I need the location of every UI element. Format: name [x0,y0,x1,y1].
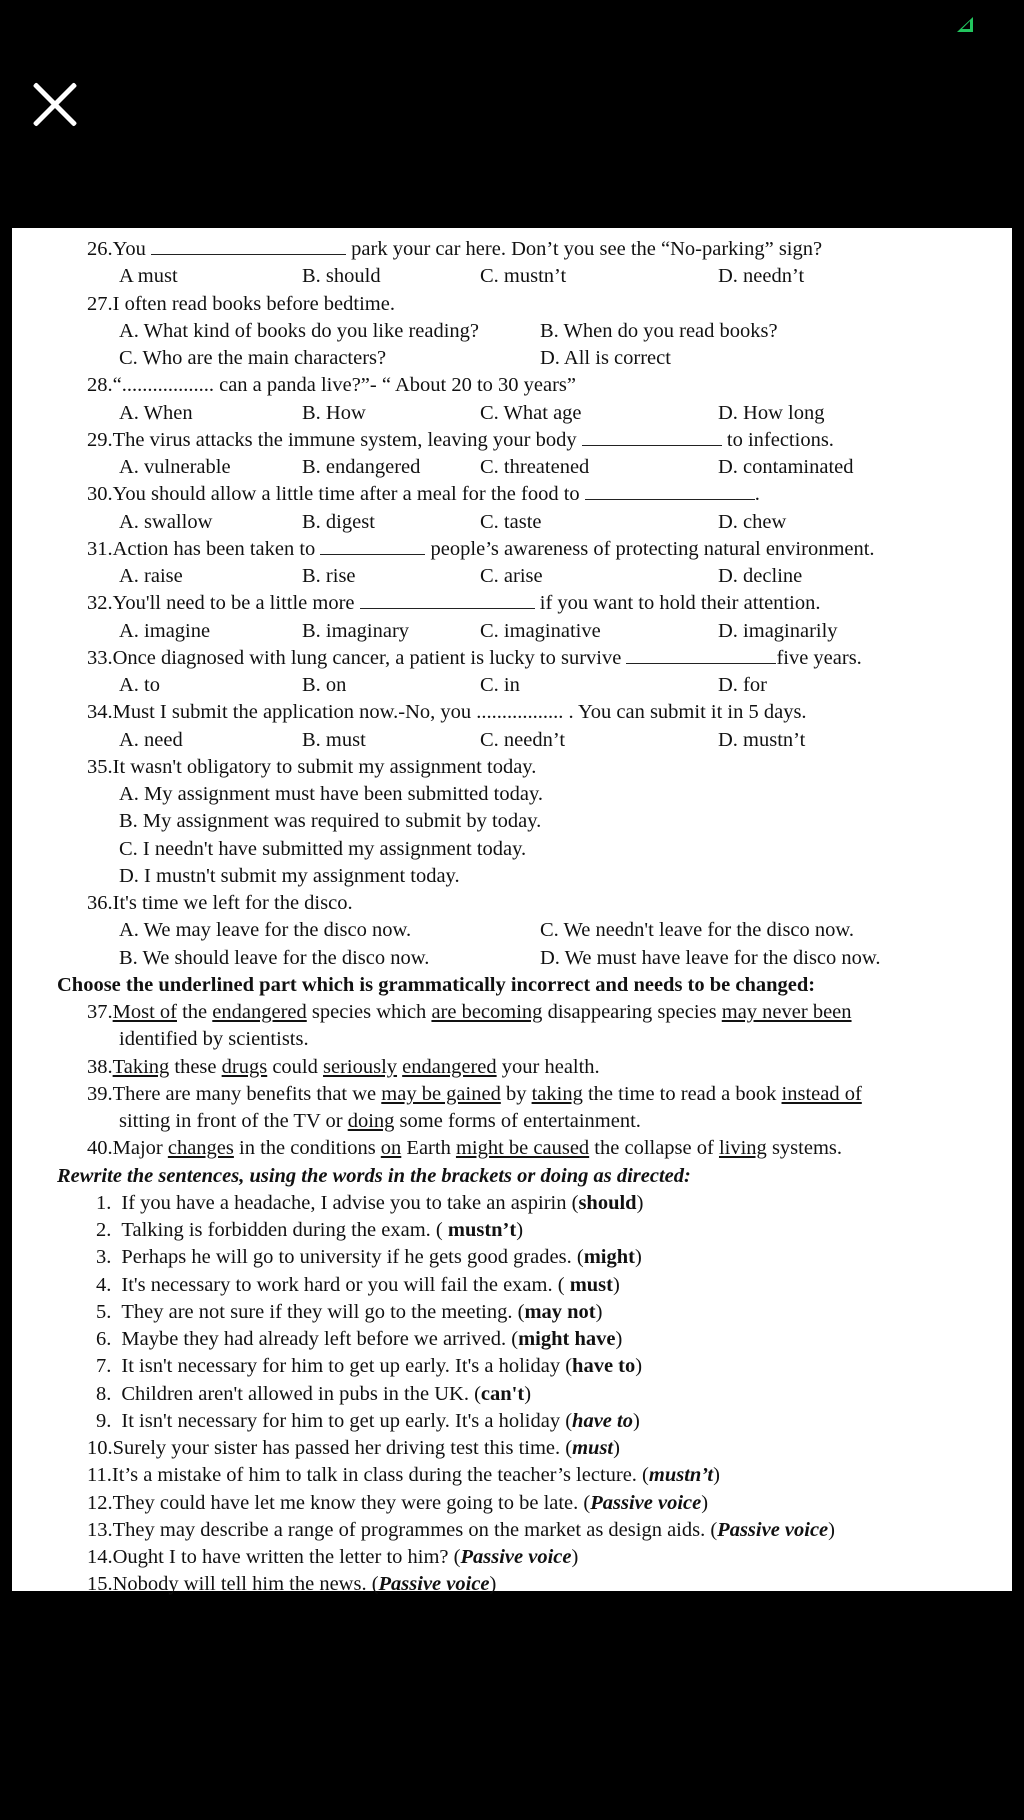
option-text: C. What age [480,401,582,424]
option [302,672,346,698]
sentence-text: ) [612,1273,620,1296]
option-text: C. We needn't leave for the disco now. [540,919,855,942]
option [540,318,778,344]
option-text: D. for [718,674,767,696]
question-number: 30. [87,483,113,506]
hint-keyword: have to [572,1409,633,1432]
option [718,563,802,589]
option-text: B. digest [302,510,375,533]
worksheet-page [12,228,1012,1596]
question-26-stem [87,236,822,262]
question-number: 28. [87,374,113,397]
option [302,618,409,644]
option-text: A. vulnerable [119,456,231,478]
option-text: C. in [480,674,520,696]
option [718,727,805,753]
question-text: by [500,1082,532,1105]
underlined-option: endangered [402,1055,497,1078]
item-number: 11. [87,1464,112,1487]
question-text: sitting in front of the TV or [119,1110,348,1132]
hint-keyword: mustn’t [447,1219,517,1241]
item-number: 12. [87,1491,113,1514]
rewrite-item-5 [96,1299,602,1325]
underlined-option: might be caused [455,1137,590,1160]
question-28-stem [87,372,576,398]
question-text: the collapse of [589,1137,719,1160]
sentence-text: ) [636,1191,644,1214]
underlined-option: instead of [781,1082,862,1105]
hint-keyword: might [583,1246,635,1269]
option [718,672,767,698]
option-text: A. raise [119,565,183,587]
option [119,808,541,834]
question-number: 37. [87,1001,113,1023]
rewrite-item-13 [87,1517,835,1543]
rewrite-item-6 [96,1326,622,1352]
question-text: The virus attacks the immune system, leaving your body [112,428,582,451]
option-text: B. should [302,265,381,288]
option-text: C. taste [480,510,542,533]
option [119,263,178,289]
question-text: Once diagnosed with lung cancer, a patient is lucky to survive [112,646,627,669]
underlined-option: Taking [112,1055,170,1078]
option-text: C. threatened [480,456,590,478]
sentence-text: ) [635,1355,643,1378]
rewrite-item-15 [87,1571,496,1597]
option [302,727,366,753]
sentence-text: Children aren't allowed in pubs in the UK. ( [121,1382,481,1405]
question-number: 34. [87,701,113,724]
underlined-option: taking [531,1082,583,1105]
underlined-option: endangered [212,1001,307,1023]
question-text: systems. [766,1137,842,1160]
hint-keyword: mustn’t [648,1464,714,1487]
item-number: 4. [96,1273,112,1296]
viewer-top-bar [0,0,1024,228]
error-item-39 [87,1081,862,1107]
option-text: C. mustn’t [480,265,567,288]
sentence-text: ) [828,1518,835,1541]
option [480,727,565,753]
option-text: D. We must have leave for the disco now. [540,946,881,969]
rewrite-item-11 [87,1462,720,1488]
hint-keyword: have to [572,1355,636,1378]
question-text: some forms of entertainment. [394,1110,641,1132]
option-text: A. My assignment must have been submitted today. [119,783,543,805]
answer-blank [626,645,776,664]
sentence-text: Ought I to have written the letter to him? ( [112,1546,461,1568]
item-number: 2. [96,1219,112,1241]
hint-keyword: Passive voice [460,1546,572,1568]
question-number: 36. [87,892,113,914]
question-text: park your car here. Don’t you see the “No-parking” sign? [346,238,823,260]
question-text: species which [306,1001,432,1023]
option [480,454,589,480]
question-number: 35. [87,755,113,778]
option [119,400,193,426]
hint-keyword: Passive voice [590,1491,702,1514]
question-text: Action has been taken to [112,537,321,560]
question-text: It's time we left for the disco. [112,892,353,914]
option [480,400,582,426]
sentence-text: ) [595,1300,603,1323]
rewrite-item-14 [87,1544,578,1570]
sentence-text: Surely your sister has passed her driving test this time. ( [112,1437,573,1459]
option [718,454,853,480]
question-text: It wasn't obligatory to submit my assignment today. [112,755,537,778]
sentence-text: ) [489,1573,497,1596]
underlined-option: are becoming [431,1001,543,1023]
underlined-option: on [380,1137,402,1160]
sentence-text: Nobody will tell him the news. ( [112,1573,379,1596]
question-number: 26. [87,238,113,260]
error-item-37 [119,1026,309,1052]
option-text: B. My assignment was required to submit by today. [119,810,542,833]
option-text: A. to [119,674,160,696]
rewrite-item-4 [96,1272,620,1298]
question-text: the [176,1001,213,1023]
underlined-option: may never been [721,1001,852,1023]
question-text: You should allow a little time after a meal for the food to [112,483,585,506]
heading-text: Choose the underlined part which is grammatically incorrect and needs to be changed: [57,973,816,996]
underlined-option: drugs [221,1055,268,1078]
question-text: Earth [401,1137,456,1160]
option-text: B. endangered [302,456,421,478]
option [540,917,854,943]
underlined-option: changes [167,1137,234,1160]
question-text: to infections. [721,428,834,451]
question-text: Must I submit the application now.-No, you ................. . You can submit it in 5 days. [112,701,807,724]
option [302,563,356,589]
error-item-38 [87,1054,600,1080]
sentence-text: They may describe a range of programmes on the market as design aids. ( [112,1518,718,1541]
option [119,563,183,589]
answer-blank [360,590,535,609]
item-number: 3. [96,1246,112,1269]
error-item-37 [87,999,852,1025]
option-text: C. I needn't have submitted my assignment today. [119,837,527,860]
question-text: You'll need to be a little more [112,592,360,615]
option-text: B. imaginary [302,619,410,642]
question-number: 33. [87,646,113,669]
question-text: these [169,1055,222,1078]
hint-keyword: must [572,1437,614,1459]
question-text: You [112,238,152,260]
sentence-text: It’s a mistake of him to talk in class during the teacher’s lecture. ( [111,1464,649,1487]
section-b-heading [57,972,815,998]
sentence-text: It's necessary to work hard or you will fail the exam. ( [121,1273,570,1296]
option [718,618,838,644]
rewrite-item-10 [87,1435,620,1461]
answer-blank [320,536,425,555]
option-text: A. imagine [119,619,211,642]
question-32-stem [87,590,820,616]
option [119,672,160,698]
item-number: 15. [87,1573,113,1596]
option-text: A. What kind of books do you like reading? [119,319,480,342]
option [480,618,601,644]
option [718,509,786,535]
hint-keyword: must [569,1273,613,1296]
option [119,618,210,644]
underlined-option: doing [347,1110,395,1132]
rewrite-item-3 [96,1244,642,1270]
option [480,509,542,535]
question-30-stem [87,481,760,507]
question-number: 29. [87,428,113,451]
item-number: 14. [87,1546,113,1568]
question-text: in the conditions [233,1137,381,1160]
option [119,945,429,971]
sentence-text: Talking is forbidden during the exam. ( [121,1219,448,1241]
sentence-text: ) [613,1437,620,1459]
option-text: D. I mustn't submit my assignment today. [119,864,460,887]
option-text: D. needn’t [718,265,805,288]
underlined-option: seriously [323,1055,398,1078]
question-text: if you want to hold their attention. [534,592,821,615]
question-text: people’s awareness of protecting natural environment. [425,537,875,560]
hint-keyword: can't [480,1382,525,1405]
heading-text: Rewrite the sentences, using the words in the brackets or doing as directed: [57,1164,691,1187]
option [302,454,420,480]
item-number: 8. [96,1382,112,1405]
battery-icon [957,17,973,32]
option-text: B. We should leave for the disco now. [119,946,430,969]
option [540,945,881,971]
option [119,318,479,344]
sentence-text: ) [524,1382,532,1405]
question-34-stem [87,699,807,725]
sentence-text: ) [516,1219,524,1241]
question-number: 27. [87,292,113,315]
option-text: A. swallow [119,510,213,533]
question-number: 40. [87,1137,113,1160]
sentence-text: It isn't necessary for him to get up early. It's a holiday ( [121,1409,573,1432]
question-text: There are many benefits that we [112,1082,382,1105]
item-number: 7. [96,1355,112,1378]
option-text: B. on [302,674,347,696]
option [480,263,566,289]
option-text: D. All is correct [540,347,671,369]
question-text: Major [112,1137,168,1160]
sentence-text: They are not sure if they will go to the meeting. ( [121,1300,525,1323]
option-text: D. How long [718,401,825,424]
option-text: D. decline [718,565,803,587]
rewrite-item-2 [96,1217,523,1243]
option [302,263,381,289]
rewrite-item-7 [96,1353,642,1379]
option-text: C. arise [480,565,543,587]
question-number: 39. [87,1082,113,1105]
question-27-stem [87,291,395,317]
option-text: D. mustn’t [718,728,806,751]
option-text: B. How [302,401,366,424]
section-c-heading [57,1163,691,1189]
option-text: C. needn’t [480,728,566,751]
option-text: A. When [119,401,193,424]
error-item-40 [87,1135,842,1161]
hint-keyword: Passive voice [717,1518,829,1541]
question-33-stem [87,645,862,671]
rewrite-item-12 [87,1490,708,1516]
option [119,917,411,943]
option [302,400,366,426]
option [119,836,526,862]
item-number: 1. [96,1191,112,1214]
option [119,509,212,535]
sentence-text: Perhaps he will go to university if he gets good grades. ( [121,1246,584,1269]
close-icon[interactable] [30,80,80,130]
option-text: B. When do you read books? [540,319,778,342]
option [119,345,386,371]
question-text: . [754,483,760,506]
hint-keyword: might have [518,1328,616,1350]
item-number: 6. [96,1328,112,1350]
sentence-text: ) [701,1491,709,1514]
rewrite-item-1 [96,1190,643,1216]
rewrite-item-8 [96,1381,531,1407]
question-text: I often read books before bedtime. [112,292,395,315]
option-text: C. imaginative [480,619,601,642]
underlined-option: Most of [112,1001,177,1023]
option-text: D. chew [718,510,787,533]
item-number: 9. [96,1409,112,1432]
question-36-stem [87,890,353,916]
sentence-text: ) [615,1328,623,1350]
answer-blank [582,427,722,446]
option [718,263,804,289]
hint-keyword: should [578,1191,637,1214]
option-text: A. We may leave for the disco now. [119,919,412,942]
answer-blank [151,236,346,255]
answer-blank [585,481,755,500]
sentence-text: Maybe they had already left before we arrived. ( [121,1328,519,1350]
item-number: 13. [87,1518,113,1541]
question-29-stem [87,427,834,453]
rewrite-item-9 [96,1408,640,1434]
question-text: disappearing species [542,1001,722,1023]
option-text: A must [119,265,178,288]
option [119,454,231,480]
option-text: D. imaginarily [718,619,838,642]
option [718,400,824,426]
sentence-text: If you have a headache, I advise you to take an aspirin ( [121,1191,579,1214]
question-35-stem [87,754,536,780]
option [480,672,520,698]
option-text: C. Who are the main characters? [119,347,387,369]
option-text: D. contaminated [718,456,854,478]
question-31-stem [87,536,875,562]
question-text: “.................. can a panda live?”- “ About 20 to 30 years” [112,374,576,397]
option [119,727,183,753]
sentence-text: ) [571,1546,579,1568]
item-number: 5. [96,1300,112,1323]
error-item-39 [119,1108,641,1134]
hint-keyword: may not [524,1300,596,1323]
question-number: 38. [87,1055,113,1078]
hint-keyword: Passive voice [378,1573,490,1596]
option-text: A. need [119,728,183,751]
sentence-text: ) [713,1464,720,1487]
question-number: 31. [87,537,113,560]
option [480,563,543,589]
question-text: identified by scientists. [119,1028,309,1051]
question-text: the time to read a book [582,1082,782,1105]
underlined-option: living [718,1137,767,1160]
option [302,509,375,535]
question-text: your health. [496,1055,600,1078]
sentence-text: It isn't necessary for him to get up early. It's a holiday ( [121,1355,573,1378]
option [540,345,671,371]
option-text: B. rise [302,565,356,587]
question-text: five years. [776,646,862,669]
sentence-text: ) [634,1246,642,1269]
option [119,863,460,889]
question-number: 32. [87,592,113,615]
sentence-text: ) [632,1409,640,1432]
option-text: B. must [302,728,366,751]
item-number: 10. [87,1437,113,1459]
sentence-text: They could have let me know they were going to be late. ( [112,1491,591,1514]
underlined-option: may be gained [381,1082,501,1105]
question-text: could [267,1055,323,1078]
option [119,781,543,807]
